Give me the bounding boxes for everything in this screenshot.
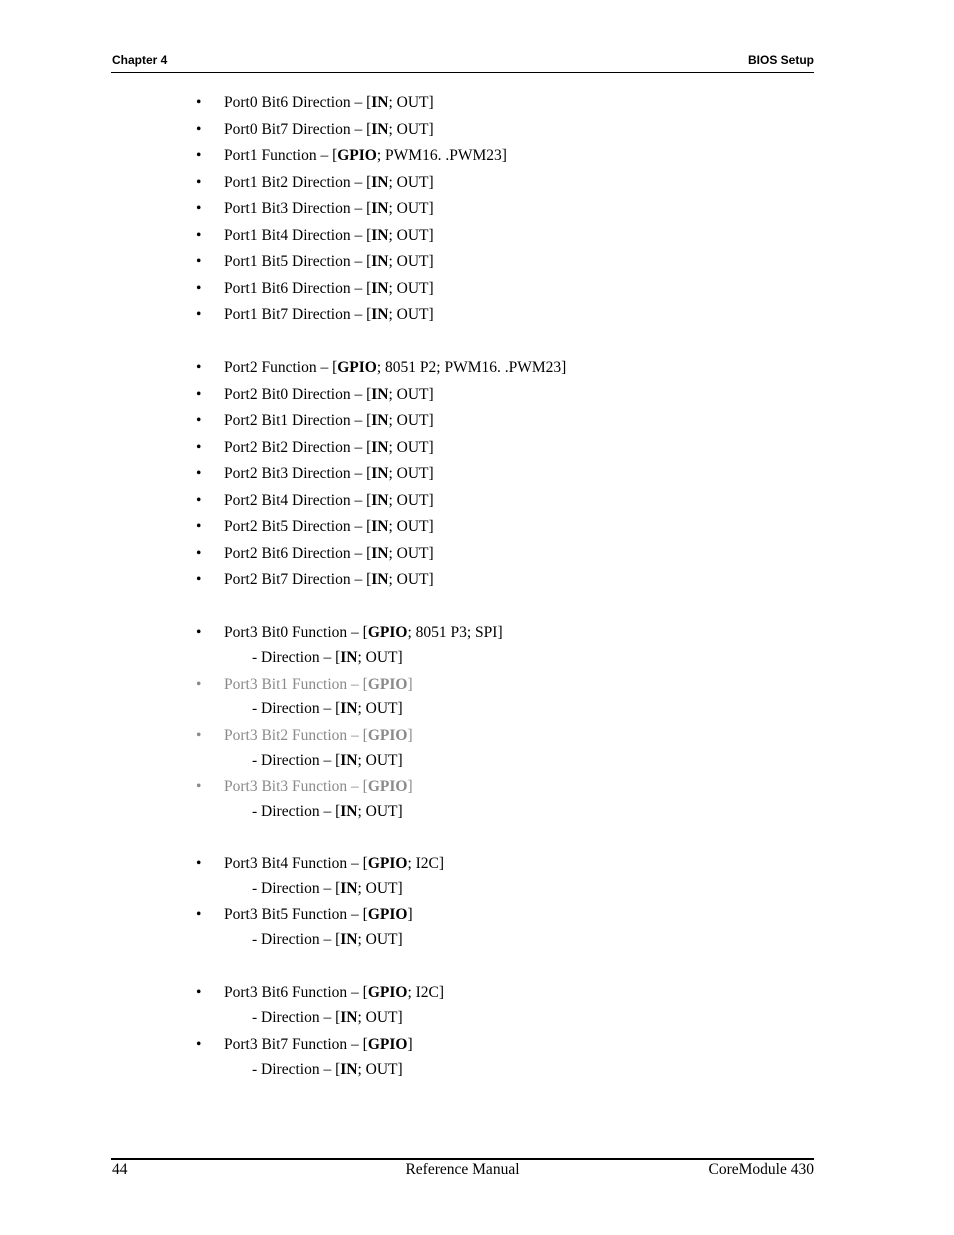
option-label: - Direction – [ [252,700,341,717]
list-item-text [224,253,434,271]
other-values: ] [407,676,413,693]
other-values: ; OUT] [357,752,403,769]
other-values: ] [407,906,413,923]
other-values: ; OUT] [357,1061,403,1078]
list-item-text [252,752,403,770]
option-label: Port2 Bit3 Direction – [ [224,465,372,482]
default-value: IN [340,700,358,717]
option-label: - Direction – [ [252,649,341,666]
bullet-icon: • [196,227,202,244]
list-item-text [224,624,503,642]
other-values: ; OUT] [388,518,434,535]
product-name: CoreModule 430 [708,1161,814,1178]
bullet-icon: • [196,727,202,744]
list-item-text [252,700,403,718]
other-values: ; OUT] [388,386,434,403]
list-item-text [224,855,444,873]
other-values: ; OUT] [388,545,434,562]
bullet-icon: • [196,359,202,376]
option-label: Port3 Bit7 Function – [ [224,1036,368,1053]
other-values: ; I2C] [407,984,445,1001]
list-item-text [224,984,444,1002]
other-values: ; OUT] [388,439,434,456]
option-label: Port2 Bit5 Direction – [ [224,518,372,535]
other-values: ; OUT] [388,492,434,509]
list-item-text [252,803,403,821]
section-label: BIOS Setup [747,53,814,67]
list-item-text [224,280,434,298]
list-item-text [224,174,434,192]
option-label: Port1 Bit4 Direction – [ [224,227,372,244]
bullet-icon: • [196,121,202,138]
chapter-label: Chapter 4 [112,53,168,67]
other-values: ; 8051 P3; SPI] [407,624,503,641]
option-label: Port2 Bit0 Direction – [ [224,386,372,403]
default-value: IN [371,571,389,588]
bullet-icon: • [196,465,202,482]
list-item-text [224,1036,413,1054]
default-value: IN [340,1061,358,1078]
other-values: ; PWM16. .PWM23] [376,147,507,164]
default-value: IN [371,227,389,244]
list-item-text [224,545,434,563]
default-value: IN [340,880,358,897]
option-label: Port2 Bit6 Direction – [ [224,545,372,562]
bullet-icon: • [196,676,202,693]
default-value: GPIO [367,727,408,744]
option-label: Port2 Bit4 Direction – [ [224,492,372,509]
manual-title: Reference Manual [405,1161,520,1178]
other-values: ] [407,778,413,795]
option-label: Port3 Bit0 Function – [ [224,624,368,641]
page-header [111,52,814,73]
option-label: Port3 Bit6 Function – [ [224,984,368,1001]
bullet-icon: • [196,386,202,403]
default-value: IN [371,121,389,138]
list-item-text [224,306,434,324]
other-values: ; OUT] [388,200,434,217]
option-label: - Direction – [ [252,931,341,948]
option-label: Port1 Function – [ [224,147,338,164]
default-value: IN [371,306,389,323]
option-label: Port3 Bit2 Function – [ [224,727,368,744]
default-value: IN [340,803,358,820]
list-item-text [224,518,434,536]
default-value: IN [371,439,389,456]
default-value: GPIO [367,676,408,693]
option-label: Port3 Bit1 Function – [ [224,676,368,693]
other-values: ; OUT] [388,94,434,111]
bullet-icon: • [196,147,202,164]
bullet-icon: • [196,492,202,509]
list-item-text [224,359,566,377]
list-item-text [252,1009,403,1027]
default-value: GPIO [367,855,408,872]
option-label: Port1 Bit3 Direction – [ [224,200,372,217]
other-values: ; OUT] [388,121,434,138]
bullet-icon: • [196,439,202,456]
other-values: ; OUT] [388,412,434,429]
list-item-text [224,121,434,139]
option-label: Port0 Bit7 Direction – [ [224,121,372,138]
option-label: Port2 Bit1 Direction – [ [224,412,372,429]
list-item-text [224,676,413,694]
page-footer [111,1158,814,1180]
other-values: ; OUT] [388,571,434,588]
bullet-icon: • [196,200,202,217]
list-item-text [224,386,434,404]
default-value: GPIO [367,1036,408,1053]
other-values: ; OUT] [357,880,403,897]
option-label: - Direction – [ [252,752,341,769]
option-label: Port2 Bit7 Direction – [ [224,571,372,588]
bullet-icon: • [196,855,202,872]
list-item-text [224,571,434,589]
list-item-text [224,227,434,245]
option-label: Port2 Bit2 Direction – [ [224,439,372,456]
default-value: GPIO [367,624,408,641]
option-label: - Direction – [ [252,803,341,820]
other-values: ] [407,1036,413,1053]
option-label: - Direction – [ [252,1009,341,1026]
list-item-text [224,727,413,745]
list-item-text [224,492,434,510]
option-label: - Direction – [ [252,880,341,897]
list-item-text [252,880,403,898]
bullet-icon: • [196,624,202,641]
default-value: IN [371,280,389,297]
default-value: IN [371,253,389,270]
option-label: Port1 Bit7 Direction – [ [224,306,372,323]
bullet-icon: • [196,253,202,270]
default-value: GPIO [367,984,408,1001]
bullet-icon: • [196,306,202,323]
bullet-icon: • [196,1036,202,1053]
other-values: ; OUT] [388,280,434,297]
option-label: Port1 Bit6 Direction – [ [224,280,372,297]
list-item-text [224,200,434,218]
bullet-icon: • [196,94,202,111]
other-values: ; OUT] [357,931,403,948]
other-values: ; OUT] [357,803,403,820]
bullet-icon: • [196,280,202,297]
bullet-icon: • [196,174,202,191]
default-value: IN [371,545,389,562]
other-values: ; OUT] [357,1009,403,1026]
list-item-text [252,1061,403,1079]
default-value: IN [371,465,389,482]
default-value: IN [340,1009,358,1026]
list-item-text [252,931,403,949]
option-label: - Direction – [ [252,1061,341,1078]
other-values: ; OUT] [388,465,434,482]
list-item-text [224,439,434,457]
other-values: ; OUT] [357,649,403,666]
bullet-icon: • [196,518,202,535]
list-item-text [224,778,413,796]
other-values: ; 8051 P2; PWM16. .PWM23] [376,359,567,376]
default-value: IN [371,518,389,535]
other-values: ; OUT] [388,174,434,191]
other-values: ; OUT] [388,306,434,323]
bullet-icon: • [196,984,202,1001]
list-item-text [224,465,434,483]
list-item-text [224,906,413,924]
list-item-text [224,412,434,430]
option-label: Port3 Bit5 Function – [ [224,906,368,923]
bullet-icon: • [196,545,202,562]
option-label: Port3 Bit4 Function – [ [224,855,368,872]
default-value: IN [340,649,358,666]
bullet-icon: • [196,778,202,795]
page-number: 44 [112,1161,128,1178]
other-values: ; OUT] [357,700,403,717]
bullet-icon: • [196,906,202,923]
option-label: Port1 Bit5 Direction – [ [224,253,372,270]
list-item-text [224,147,507,165]
list-item-text [252,649,403,667]
option-label: Port1 Bit2 Direction – [ [224,174,372,191]
default-value: IN [371,174,389,191]
other-values: ; I2C] [407,855,445,872]
default-value: IN [371,94,389,111]
default-value: IN [371,386,389,403]
default-value: IN [340,931,358,948]
option-label: Port3 Bit3 Function – [ [224,778,368,795]
option-label: Port2 Function – [ [224,359,338,376]
bullet-icon: • [196,412,202,429]
default-value: GPIO [337,359,377,376]
option-label: Port0 Bit6 Direction – [ [224,94,372,111]
default-value: IN [371,200,389,217]
default-value: IN [371,492,389,509]
bullet-icon: • [196,571,202,588]
default-value: IN [371,412,389,429]
list-item-text [224,94,434,112]
other-values: ; OUT] [388,253,434,270]
default-value: IN [340,752,358,769]
other-values: ] [407,727,413,744]
default-value: GPIO [367,778,408,795]
other-values: ; OUT] [388,227,434,244]
default-value: GPIO [337,147,377,164]
default-value: GPIO [367,906,408,923]
